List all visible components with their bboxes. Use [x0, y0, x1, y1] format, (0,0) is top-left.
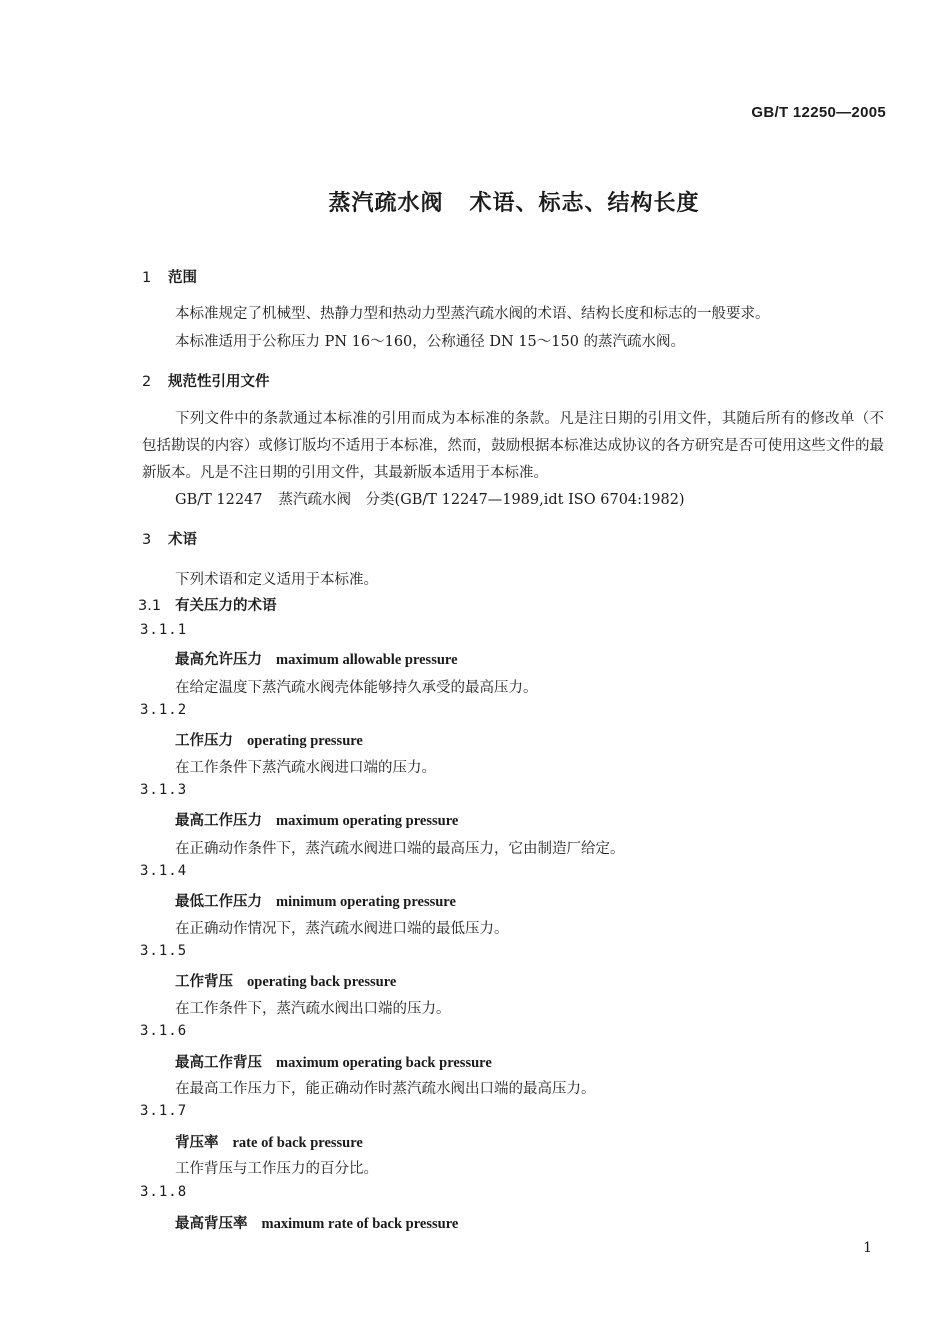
- term-entry: [175, 1212, 458, 1233]
- reference-code: GB/T 12247: [175, 492, 263, 508]
- term-entry: [175, 809, 458, 830]
- section-2-heading: [142, 370, 270, 391]
- section-title: 范围: [168, 270, 197, 286]
- term-zh: 最高工作背压: [175, 1055, 262, 1071]
- term-zh: 工作背压: [175, 974, 233, 990]
- term-number: 3.1.3: [140, 782, 188, 798]
- term-number: 3.1.5: [140, 943, 188, 959]
- term-en: operating back pressure: [247, 974, 397, 990]
- term-number: 3.1.4: [140, 863, 188, 879]
- section-number: 2: [142, 374, 152, 390]
- normative-references-paragraph: 下列文件中的条款通过本标准的引用而成为本标准的条款。凡是注日期的引用文件，其随后所有的修改单（不包括勘误的内容）或修订版均不适用于本标准，然而，鼓励根据本标准达成协议的各方研究是否可使用这些文件的最新版本。凡是不注日期的引用文件，其最新版本适用于本标准。: [142, 411, 884, 481]
- standard-code: GB/T 12250—2005: [751, 104, 886, 121]
- term-entry: [175, 648, 458, 669]
- title-part2: 术语、标志、结构长度: [469, 191, 700, 216]
- term-en: operating pressure: [247, 733, 363, 749]
- section-1-heading: [142, 266, 197, 287]
- term-zh: 最高背压率: [175, 1216, 248, 1232]
- term-entry: [175, 890, 456, 911]
- reference-entry: [175, 488, 685, 509]
- term-number: 3.1.1: [140, 622, 188, 638]
- title-part1: 蒸汽疏水阀: [328, 191, 444, 216]
- scope-paragraph-2: 本标准适用于公称压力 PN 16～160，公称通径 DN 15～150 的蒸汽疏水阀。: [175, 334, 686, 350]
- page-number: 1: [863, 1240, 872, 1256]
- term-entry: [175, 1051, 492, 1072]
- subsection-title: 有关压力的术语: [175, 598, 277, 614]
- term-en: maximum operating back pressure: [276, 1055, 492, 1071]
- term-zh: 最高工作压力: [175, 813, 262, 829]
- subsection-3-1-heading: [138, 594, 277, 615]
- term-definition: 在最高工作压力下，能正确动作时蒸汽疏水阀出口端的最高压力。: [175, 1081, 596, 1097]
- term-en: minimum operating pressure: [276, 894, 456, 910]
- section-number: 3: [142, 532, 152, 548]
- term-entry: [175, 970, 396, 991]
- term-definition: 在工作条件下，蒸汽疏水阀出口端的压力。: [175, 1001, 451, 1017]
- term-zh: 最高允许压力: [175, 652, 262, 668]
- subsection-number: 3.1: [138, 598, 162, 614]
- term-en: rate of back pressure: [232, 1135, 363, 1151]
- term-number: 3.1.7: [140, 1103, 188, 1119]
- section-title: 规范性引用文件: [168, 374, 270, 390]
- term-entry: [175, 1131, 363, 1152]
- term-number: 3.1.6: [140, 1023, 188, 1039]
- section-3-heading: [142, 528, 197, 549]
- term-en: maximum operating pressure: [276, 813, 459, 829]
- term-zh: 最低工作压力: [175, 894, 262, 910]
- term-definition: 在给定温度下蒸汽疏水阀壳体能够持久承受的最高压力。: [175, 680, 538, 696]
- term-definition: 工作背压与工作压力的百分比。: [175, 1161, 378, 1177]
- term-zh: 工作压力: [175, 733, 233, 749]
- term-definition: 在工作条件下蒸汽疏水阀进口端的压力。: [175, 760, 436, 776]
- term-definition: 在正确动作条件下，蒸汽疏水阀进口端的最高压力，它由制造厂给定。: [175, 841, 625, 857]
- term-en: maximum allowable pressure: [276, 652, 458, 668]
- page-title: [0, 186, 950, 217]
- term-entry: [175, 729, 363, 750]
- term-number: 3.1.2: [140, 702, 188, 718]
- section-number: 1: [142, 270, 152, 286]
- reference-title: 蒸汽疏水阀 分类(GB/T 12247—1989,idt ISO 6704:1982): [278, 492, 685, 508]
- scope-paragraph-1: 本标准规定了机械型、热静力型和热动力型蒸汽疏水阀的术语、结构长度和标志的一般要求。: [175, 306, 770, 322]
- term-zh: 背压率: [175, 1135, 219, 1151]
- terms-intro: 下列术语和定义适用于本标准。: [175, 572, 378, 588]
- term-definition: 在正确动作情况下，蒸汽疏水阀进口端的最低压力。: [175, 921, 509, 937]
- term-en: maximum rate of back pressure: [261, 1216, 459, 1232]
- section-title: 术语: [168, 532, 197, 548]
- term-number: 3.1.8: [140, 1184, 188, 1200]
